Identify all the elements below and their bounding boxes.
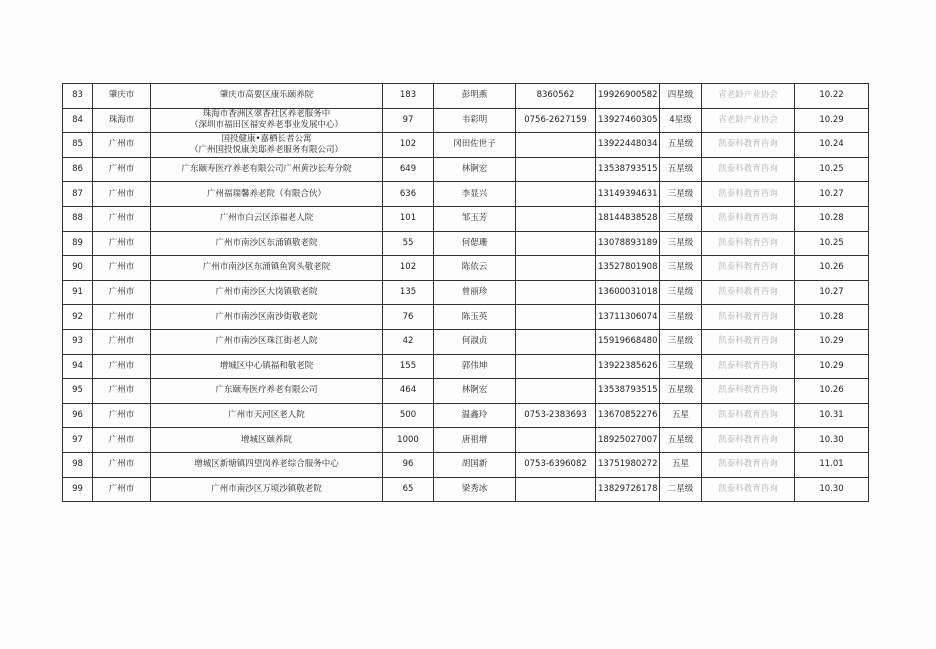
phone-cell xyxy=(516,133,596,158)
row-number-cell: 90 xyxy=(63,256,93,281)
row-number-cell: 95 xyxy=(63,379,93,404)
date-cell: 10.29 xyxy=(795,354,869,379)
phone-cell: 8360562 xyxy=(516,84,596,109)
assessment-org-cell: 省老龄产业协会 xyxy=(702,84,795,109)
date-cell: 10.27 xyxy=(795,182,869,207)
bed-count-cell: 65 xyxy=(383,477,434,502)
star-level-cell: 三星级 xyxy=(660,329,702,354)
contact-person-cell: 胡国新 xyxy=(434,452,516,477)
date-cell: 10.28 xyxy=(795,206,869,231)
institution-name-line: 肇庆市高要区康乐颐养院 xyxy=(219,90,314,101)
contact-person-cell: 何偲珊 xyxy=(434,231,516,256)
institution-name-line: 增城区颐养院 xyxy=(240,434,292,445)
date-cell: 10.26 xyxy=(795,379,869,404)
phone-cell: 0753-2383693 xyxy=(516,403,596,428)
phone-cell: 0756-2627159 xyxy=(516,108,596,133)
date-cell: 11.01 xyxy=(795,452,869,477)
mobile-cell: 13538793515 xyxy=(596,157,660,182)
table-body xyxy=(63,84,869,502)
institution-name-line: 广州市南沙区万顷沙镇敬老院 xyxy=(211,483,322,494)
city-cell: 广州市 xyxy=(93,231,151,256)
institution-name-cell xyxy=(151,428,383,453)
star-level-cell: 三星级 xyxy=(660,231,702,256)
row-number-cell: 99 xyxy=(63,477,93,502)
mobile-cell: 13527801908 xyxy=(596,256,660,281)
bed-count-cell: 102 xyxy=(383,133,434,158)
bed-count-cell: 76 xyxy=(383,305,434,330)
institution-name-cell xyxy=(151,329,383,354)
institution-name-line: （深圳市福田区福安养老事业发展中心） xyxy=(189,120,343,131)
row-number-cell: 93 xyxy=(63,329,93,354)
table-row xyxy=(63,280,869,305)
table-row xyxy=(63,182,869,207)
row-number-cell: 91 xyxy=(63,280,93,305)
bed-count-cell: 500 xyxy=(383,403,434,428)
phone-cell: 0753-6396082 xyxy=(516,452,596,477)
phone-cell xyxy=(516,231,596,256)
contact-person-cell: 陈依云 xyxy=(434,256,516,281)
contact-person-cell: 唐祖增 xyxy=(434,428,516,453)
star-level-cell: 三星级 xyxy=(660,182,702,207)
phone-cell xyxy=(516,477,596,502)
date-cell: 10.29 xyxy=(795,108,869,133)
institution-name-line: 广州市南沙区珠江街老人院 xyxy=(215,336,318,347)
city-cell: 广州市 xyxy=(93,379,151,404)
city-cell: 广州市 xyxy=(93,452,151,477)
institution-name-cell xyxy=(151,157,383,182)
institution-name-cell xyxy=(151,452,383,477)
assessment-org-cell: 凯泰科教育咨询 xyxy=(702,428,795,453)
city-cell: 广州市 xyxy=(93,280,151,305)
institution-name-cell xyxy=(151,354,383,379)
row-number-cell: 94 xyxy=(63,354,93,379)
institution-name-cell xyxy=(151,84,383,109)
row-number-cell: 85 xyxy=(63,133,93,158)
mobile-cell: 18144838528 xyxy=(596,206,660,231)
city-cell: 广州市 xyxy=(93,305,151,330)
contact-person-cell: 郭伟坤 xyxy=(434,354,516,379)
star-level-cell: 五星 xyxy=(660,452,702,477)
assessment-org-cell: 凯泰科教育咨询 xyxy=(702,157,795,182)
table-row xyxy=(63,379,869,404)
star-level-cell: 五星级 xyxy=(660,157,702,182)
star-level-cell: 三星级 xyxy=(660,256,702,281)
star-level-cell: 五星级 xyxy=(660,428,702,453)
institution-name-line: 广州市南沙区南沙街敬老院 xyxy=(215,311,318,322)
city-cell: 广州市 xyxy=(93,133,151,158)
date-cell: 10.25 xyxy=(795,231,869,256)
table-row xyxy=(63,354,869,379)
star-level-cell: 三星级 xyxy=(660,354,702,379)
institution-name-line: （广州国投悦康美邸养老服务有限公司） xyxy=(189,144,343,155)
table-row xyxy=(63,108,869,133)
date-cell: 10.30 xyxy=(795,477,869,502)
star-level-cell: 五星级 xyxy=(660,133,702,158)
table-row xyxy=(63,329,869,354)
city-cell: 肇庆市 xyxy=(93,84,151,109)
star-level-cell: 三星级 xyxy=(660,280,702,305)
row-number-cell: 83 xyxy=(63,84,93,109)
bed-count-cell: 135 xyxy=(383,280,434,305)
star-level-cell: 五星级 xyxy=(660,379,702,404)
institution-name-line: 广州市天河区老人院 xyxy=(228,410,305,421)
mobile-cell: 13922448034 xyxy=(596,133,660,158)
row-number-cell: 88 xyxy=(63,206,93,231)
mobile-cell: 13538793515 xyxy=(596,379,660,404)
bed-count-cell: 155 xyxy=(383,354,434,379)
institution-name-line: 广州市南沙区东涌镇敬老院 xyxy=(215,237,318,248)
institution-name-line: 增城区新塘镇四望岗养老综合服务中心 xyxy=(194,459,339,470)
mobile-cell: 13922385626 xyxy=(596,354,660,379)
city-cell: 广州市 xyxy=(93,206,151,231)
bed-count-cell: 649 xyxy=(383,157,434,182)
institution-name-cell xyxy=(151,182,383,207)
institution-name-line: 增城区中心镇福和敬老院 xyxy=(219,360,314,371)
city-cell: 广州市 xyxy=(93,477,151,502)
contact-person-cell: 邹玉芳 xyxy=(434,206,516,231)
assessment-org-cell: 凯泰科教育咨询 xyxy=(702,379,795,404)
bed-count-cell: 55 xyxy=(383,231,434,256)
date-cell: 10.25 xyxy=(795,157,869,182)
assessment-org-cell: 凯泰科教育咨询 xyxy=(702,206,795,231)
date-cell: 10.22 xyxy=(795,84,869,109)
bed-count-cell: 183 xyxy=(383,84,434,109)
institution-name-cell xyxy=(151,133,383,158)
table-row xyxy=(63,403,869,428)
assessment-org-cell: 凯泰科教育咨询 xyxy=(702,403,795,428)
mobile-cell: 18925027007 xyxy=(596,428,660,453)
date-cell: 10.26 xyxy=(795,256,869,281)
date-cell: 10.28 xyxy=(795,305,869,330)
bed-count-cell: 636 xyxy=(383,182,434,207)
table-row xyxy=(63,157,869,182)
table-row xyxy=(63,84,869,109)
assessment-org-cell: 省老龄产业协会 xyxy=(702,108,795,133)
star-level-cell: 4星级 xyxy=(660,108,702,133)
institution-name-line: 珠海市香洲区翠香社区养老服务中 xyxy=(202,109,331,120)
assessment-org-cell: 凯泰科教育咨询 xyxy=(702,305,795,330)
contact-person-cell: 曾丽珍 xyxy=(434,280,516,305)
institution-table xyxy=(62,83,869,502)
bed-count-cell: 42 xyxy=(383,329,434,354)
row-number-cell: 86 xyxy=(63,157,93,182)
mobile-cell: 19926900582 xyxy=(596,84,660,109)
mobile-cell: 13829726178 xyxy=(596,477,660,502)
institution-name-line: 国投健康•嘉栖长者公寓 xyxy=(221,133,312,144)
assessment-org-cell: 凯泰科教育咨询 xyxy=(702,256,795,281)
date-cell: 10.31 xyxy=(795,403,869,428)
mobile-cell: 15919668480 xyxy=(596,329,660,354)
city-cell: 珠海市 xyxy=(93,108,151,133)
star-level-cell: 三星级 xyxy=(660,305,702,330)
table-row xyxy=(63,133,869,158)
institution-name-cell xyxy=(151,403,383,428)
contact-person-cell: 冈田佐世子 xyxy=(434,133,516,158)
date-cell: 10.29 xyxy=(795,329,869,354)
phone-cell xyxy=(516,280,596,305)
institution-name-cell xyxy=(151,206,383,231)
table-row xyxy=(63,231,869,256)
contact-person-cell: 何淑贞 xyxy=(434,329,516,354)
bed-count-cell: 97 xyxy=(383,108,434,133)
phone-cell xyxy=(516,206,596,231)
institution-name-line: 广州福瑞馨养老院（有限合伙） xyxy=(206,188,326,199)
mobile-cell: 13149394631 xyxy=(596,182,660,207)
assessment-org-cell: 凯泰科教育咨询 xyxy=(702,477,795,502)
row-number-cell: 96 xyxy=(63,403,93,428)
mobile-cell: 13600031018 xyxy=(596,280,660,305)
table-row xyxy=(63,452,869,477)
row-number-cell: 84 xyxy=(63,108,93,133)
mobile-cell: 13670852276 xyxy=(596,403,660,428)
contact-person-cell: 林锕宏 xyxy=(434,157,516,182)
city-cell: 广州市 xyxy=(93,256,151,281)
institution-name-cell xyxy=(151,305,383,330)
city-cell: 广州市 xyxy=(93,354,151,379)
phone-cell xyxy=(516,182,596,207)
assessment-org-cell: 凯泰科教育咨询 xyxy=(702,329,795,354)
institution-name-line: 广东颐寿医疗养老有限公司广州黄沙长寿分院 xyxy=(181,164,352,175)
assessment-org-cell: 凯泰科教育咨询 xyxy=(702,231,795,256)
contact-person-cell: 彭明燕 xyxy=(434,84,516,109)
assessment-org-cell: 凯泰科教育咨询 xyxy=(702,452,795,477)
star-level-cell: 五星 xyxy=(660,403,702,428)
table-row xyxy=(63,305,869,330)
bed-count-cell: 101 xyxy=(383,206,434,231)
table-row xyxy=(63,477,869,502)
institution-name-line: 广州市南沙区大岗镇敬老院 xyxy=(215,287,318,298)
phone-cell xyxy=(516,157,596,182)
contact-person-cell: 林锕宏 xyxy=(434,379,516,404)
row-number-cell: 97 xyxy=(63,428,93,453)
row-number-cell: 92 xyxy=(63,305,93,330)
mobile-cell: 13751980272 xyxy=(596,452,660,477)
city-cell: 广州市 xyxy=(93,329,151,354)
contact-person-cell: 李显兴 xyxy=(434,182,516,207)
mobile-cell: 13927460305 xyxy=(596,108,660,133)
bed-count-cell: 1000 xyxy=(383,428,434,453)
date-cell: 10.24 xyxy=(795,133,869,158)
table-row xyxy=(63,428,869,453)
mobile-cell: 13078893189 xyxy=(596,231,660,256)
phone-cell xyxy=(516,354,596,379)
city-cell: 广州市 xyxy=(93,182,151,207)
phone-cell xyxy=(516,379,596,404)
table-row xyxy=(63,256,869,281)
phone-cell xyxy=(516,329,596,354)
star-level-cell: 二星级 xyxy=(660,477,702,502)
date-cell: 10.30 xyxy=(795,428,869,453)
phone-cell xyxy=(516,256,596,281)
row-number-cell: 98 xyxy=(63,452,93,477)
city-cell: 广州市 xyxy=(93,428,151,453)
bed-count-cell: 102 xyxy=(383,256,434,281)
bed-count-cell: 96 xyxy=(383,452,434,477)
contact-person-cell: 梁秀冰 xyxy=(434,477,516,502)
phone-cell xyxy=(516,305,596,330)
institution-name-cell xyxy=(151,108,383,133)
bed-count-cell: 464 xyxy=(383,379,434,404)
row-number-cell: 89 xyxy=(63,231,93,256)
institution-name-line: 广州市白云区添福老人院 xyxy=(219,213,314,224)
institution-name-line: 广州市南沙区东涌镇鱼窝头敬老院 xyxy=(202,262,331,273)
assessment-org-cell: 凯泰科教育咨询 xyxy=(702,354,795,379)
assessment-org-cell: 凯泰科教育咨询 xyxy=(702,133,795,158)
city-cell: 广州市 xyxy=(93,157,151,182)
city-cell: 广州市 xyxy=(93,403,151,428)
star-level-cell: 三星级 xyxy=(660,206,702,231)
contact-person-cell: 韦彩明 xyxy=(434,108,516,133)
institution-name-cell xyxy=(151,231,383,256)
institution-name-cell xyxy=(151,280,383,305)
institution-name-line: 广东颐寿医疗养老有限公司 xyxy=(215,385,318,396)
institution-name-cell xyxy=(151,379,383,404)
institution-name-cell xyxy=(151,256,383,281)
assessment-org-cell: 凯泰科教育咨询 xyxy=(702,280,795,305)
phone-cell xyxy=(516,428,596,453)
contact-person-cell: 陈玉英 xyxy=(434,305,516,330)
row-number-cell: 87 xyxy=(63,182,93,207)
mobile-cell: 13711306074 xyxy=(596,305,660,330)
contact-person-cell: 温鑫玲 xyxy=(434,403,516,428)
date-cell: 10.27 xyxy=(795,280,869,305)
table-row xyxy=(63,206,869,231)
assessment-org-cell: 凯泰科教育咨询 xyxy=(702,182,795,207)
star-level-cell: 四星级 xyxy=(660,84,702,109)
institution-name-cell xyxy=(151,477,383,502)
